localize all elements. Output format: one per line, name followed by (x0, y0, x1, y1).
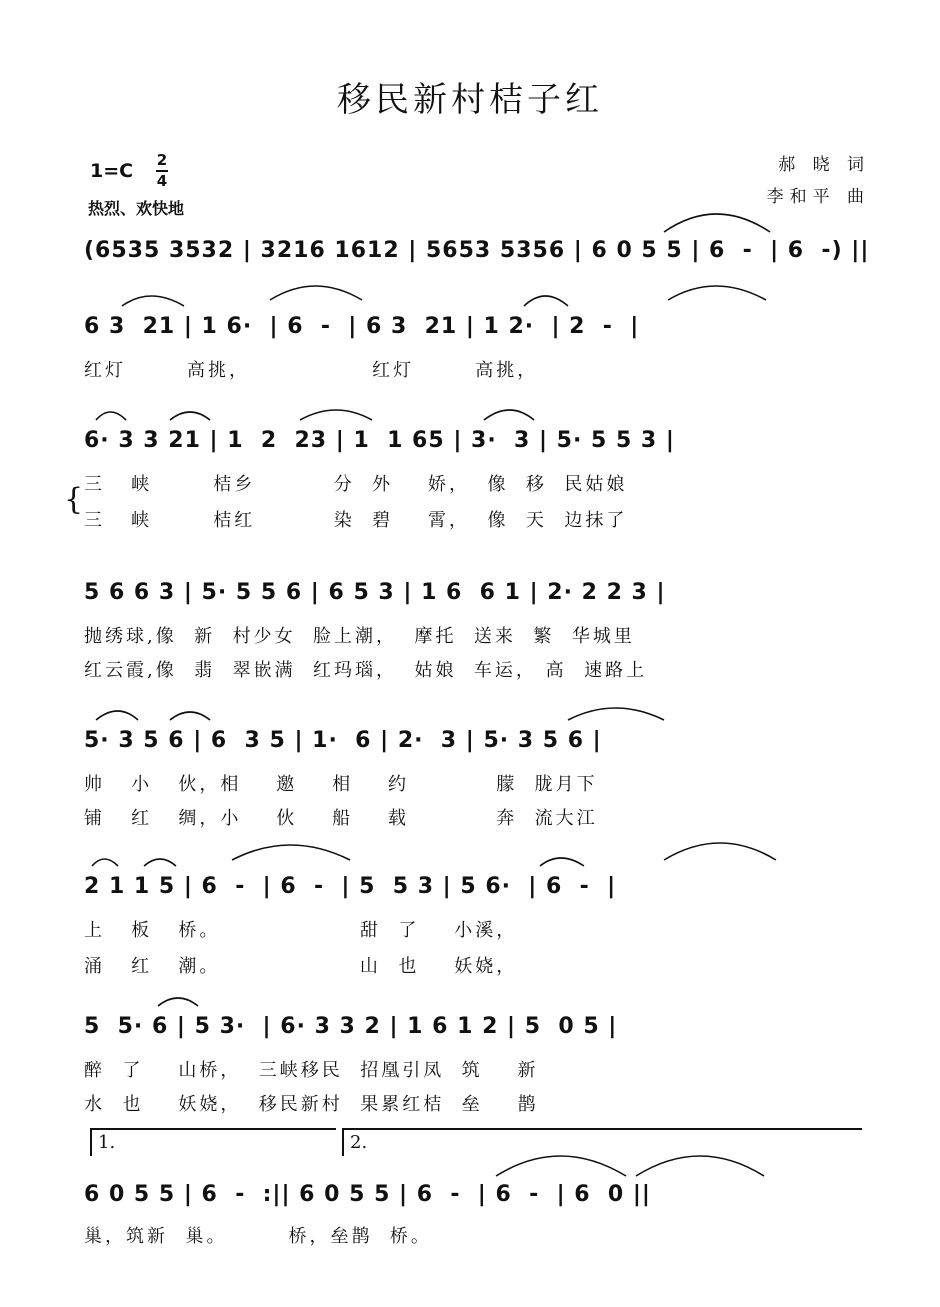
second-ending-bracket (342, 1128, 862, 1156)
notation-line: 2 1 1 5 | 6 - | 6 - | 5 5 3 | 5 6· | 6 - | (84, 874, 617, 899)
notation-line: 6 3 21 | 1 6· | 6 - | 6 3 21 | 1 2· | 2 - | (84, 314, 640, 339)
score-row-intro (84, 232, 874, 276)
notation-line: 5· 3 5 6 | 6 3 5 | 1· 6 | 2· 3 | 5· 3 5 6 | (84, 728, 602, 753)
lyric-line-verse1: 抛绣球,像 新 村少女 脸上潮， 摩托 送来 繁 华城里 (84, 626, 635, 647)
notation-line: 6 0 5 5 | 6 - :|| 6 0 5 5 | 6 - | 6 - | 6 0 || (84, 1182, 651, 1207)
lyricist-credit: 郝 晓 词 (778, 155, 870, 175)
verse-brace: { (64, 482, 84, 517)
lyric-line-verse2: 红云霞,像 翡 翠嵌满 红玛瑙， 姑娘 车运， 高 速路上 (84, 660, 648, 681)
time-signature (156, 152, 168, 190)
key-signature: 1=C (90, 160, 134, 182)
lyric-line-verse1: 醉 了 山桥， 三峡移民 招凰引凤 筑 新 (84, 1060, 539, 1081)
song-title: 移民新村桔子红 (337, 80, 603, 120)
second-ending-label: 2. (350, 1132, 368, 1153)
tempo-marking: 热烈、欢快地 (88, 199, 185, 218)
notation-line: 6· 3 3 21 | 1 2 23 | 1 1 65 | 3· 3 | 5· 5 5 3 | (84, 428, 675, 453)
lyric-line-verse1: 上 板 桥。 甜 了 小溪， (84, 920, 518, 941)
notation-line: (6535 3532 | 3216 1612 | 5653 5356 | 6 0 5 5 | 6 - | 6 -) || (84, 238, 870, 263)
score-row-4 (84, 722, 874, 766)
score-row-1 (84, 308, 874, 352)
notation-line: 5 6 6 3 | 5· 5 5 6 | 6 5 3 | 1 6 6 1 | 2· 2 2 3 | (84, 580, 666, 605)
lyric-line: 巢，筑新 巢。 桥，垒鹊 桥。 (84, 1226, 432, 1247)
time-signature-bottom: 4 (156, 172, 168, 190)
lyric-line-verse2: 水 也 妖娆， 移民新村 果累红桔 垒 鹊 (84, 1094, 539, 1115)
score-row-5 (84, 868, 874, 912)
composer-credit: 李和平 曲 (766, 187, 870, 207)
score-row-6 (84, 1008, 874, 1052)
score-row-3 (84, 574, 874, 618)
lyric-line-verse2: 涌 红 潮。 山 也 妖娆， (84, 956, 518, 977)
score-row-7 (84, 1176, 874, 1220)
lyric-line: 红灯 高挑， 红灯 高挑， (84, 360, 539, 381)
notation-line: 5 5· 6 | 5 3· | 6· 3 3 2 | 1 6 1 2 | 5 0 5 | (84, 1014, 618, 1039)
time-signature-top: 2 (156, 151, 168, 169)
first-ending-bracket (90, 1128, 336, 1156)
lyric-line-verse1: 三 峡 桔乡 分 外 娇， 像 移 民姑娘 (84, 474, 628, 495)
lyric-line-verse2: 铺 红 绸，小 伙 船 载 奔 流大江 (84, 808, 598, 829)
lyric-line-verse2: 三 峡 桔红 染 碧 霄， 像 天 边抹了 (84, 510, 628, 531)
lyric-line-verse1: 帅 小 伙，相 邀 相 约 朦 胧月下 (84, 774, 598, 795)
first-ending-label: 1. (98, 1132, 116, 1153)
score-row-2 (84, 422, 874, 466)
